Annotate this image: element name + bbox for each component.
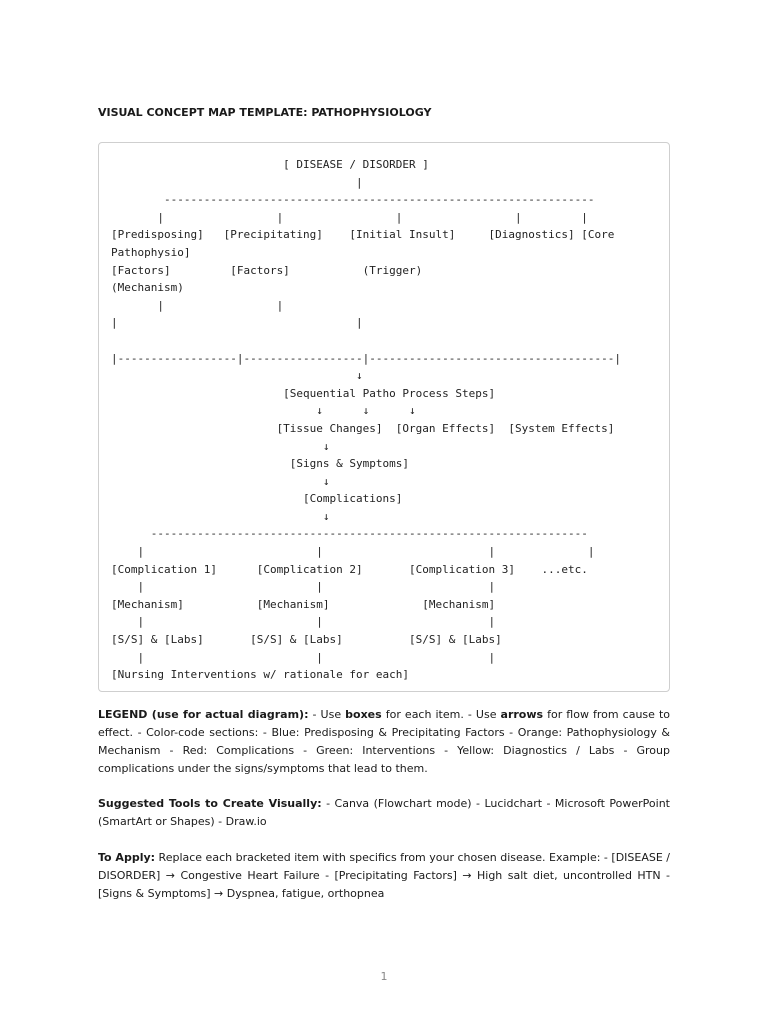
diagram-line: | | | [111, 615, 496, 629]
diagram-line: | | | | | [111, 210, 588, 224]
diagram-line: Pathophysio] [111, 245, 191, 259]
diagram-line: | | [111, 298, 284, 312]
diagram-line: ↓ [111, 369, 363, 383]
apply-paragraph [98, 849, 670, 903]
concept-map-code-block [98, 142, 670, 692]
diagram-line: [S/S] & [Labs] [S/S] & [Labs] [S/S] & [Labs] [111, 633, 502, 647]
tools-text: - Canva (Flowchart mode) - Lucidchart - Microsoft PowerPoint (SmartArt or Shapes) - Draw.io [98, 797, 670, 828]
diagram-line: (Mechanism) [111, 281, 184, 295]
diagram-line: [ DISEASE / DISORDER ] [111, 158, 429, 171]
diagram-line: [Tissue Changes] [Organ Effects] [System Effects] [111, 421, 615, 435]
concept-map-diagram [111, 156, 621, 684]
legend-text-1: - Use [308, 708, 346, 721]
diagram-line: [Complications] [111, 492, 403, 506]
diagram-line: ↓ [111, 474, 330, 488]
legend-text-3: for flow from cause to effect. - Color-code sections: - Blue: Predisposing & Precipitating Factors - Orange: Pathophysiology & Mechanism - Red: Complications - Green: Interventions - Yellow: Diagnostics / Labs - Group complications under the signs/symptoms that lead to them. [98, 708, 671, 775]
diagram-line: [Nursing Interventions w/ rationale for each] [111, 668, 410, 682]
apply-text: Replace each bracketed item with specifics from your chosen disease. Example: - [DISEASE / DISORDER] → Congestive Heart Failure - [Precipitating Factors] → High salt diet, uncontrolled HTN - [Signs & Symptoms] → Dyspnea, fatigue, orthopnea [98, 851, 671, 900]
diagram-line: [Complication 1] [Complication 2] [Complication 3] ...etc. [111, 562, 588, 576]
diagram-line: ----------------------------------------------------------------- [111, 193, 595, 207]
apply-heading: To Apply: [98, 851, 156, 864]
diagram-line: [Factors] [Factors] (Trigger) [111, 263, 423, 277]
diagram-line: ↓ [111, 439, 330, 453]
tools-heading: Suggested Tools to Create Visually: [98, 797, 322, 810]
diagram-line: ↓ [111, 509, 330, 523]
diagram-line: [Signs & Symptoms] [111, 457, 410, 471]
diagram-line: | | [111, 316, 363, 330]
page-number: 1 [380, 970, 388, 983]
legend-paragraph [98, 706, 670, 778]
legend-boxes: boxes [345, 708, 382, 721]
diagram-line: ------------------------------------------------------------------ [111, 527, 588, 541]
diagram-line: | | | | [111, 545, 595, 559]
document-title: VISUAL CONCEPT MAP TEMPLATE: PATHOPHYSIOLOGY [98, 106, 432, 119]
diagram-line: [Mechanism] [Mechanism] [Mechanism] [111, 597, 496, 611]
diagram-line: [Predisposing] [Precipitating] [Initial Insult] [Diagnostics] [Core [111, 228, 615, 242]
legend-text-2: for each item. - Use [381, 708, 501, 721]
diagram-line: | [111, 175, 363, 189]
diagram-line: | | | [111, 580, 496, 594]
legend-heading: LEGEND (use for actual diagram): [98, 708, 309, 721]
tools-paragraph [98, 795, 670, 831]
legend-arrows: arrows [500, 708, 544, 721]
diagram-line: | | | [111, 650, 496, 664]
diagram-line: [Sequential Patho Process Steps] [111, 386, 496, 400]
diagram-line: ↓ ↓ ↓ [111, 404, 416, 418]
diagram-line: |------------------|------------------|-------------------------------------| [111, 351, 621, 365]
